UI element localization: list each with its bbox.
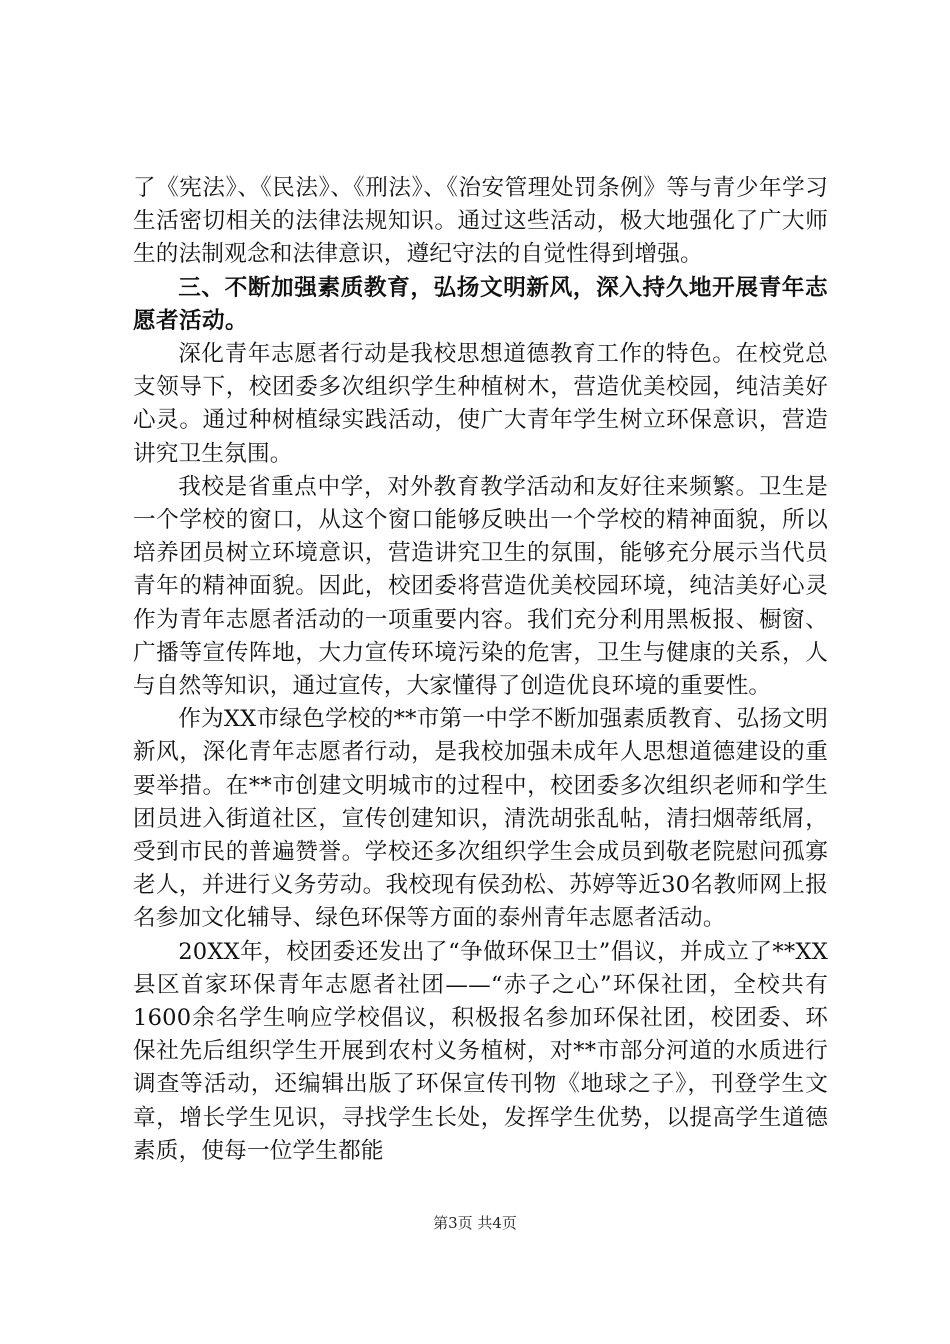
- paragraph-law-education: 了《宪法》、《民法》、《刑法》、《治安管理处罚条例》等与青少年学习生活密切相关的法律法规知识。通过这些活动，极大地强化了广大师生的法制观念和法律意识，遵纪守法的自觉性得到增强。: [133, 175, 828, 268]
- document-body: [133, 172, 828, 1168]
- paragraph-campus-environment: 我校是省重点中学，对外教育教学活动和友好往来频繁。卫生是一个学校的窗口，从这个窗口能够反映出一个学校的精神面貌，所以培养团员树立环境意识，营造讲究卫生的氛围，能够充分展示当代员青年的精神面貌。因此，校团委将营造优美校园环境，纯洁美好心灵作为青年志愿者活动的一项重要内容。我们充分利用黑板报、橱窗、广播等宣传阵地，大力宣传环境污染的危害，卫生与健康的关系，人与自然等知识，通过宣传，大家懂得了创造优良环境的重要性。: [133, 473, 828, 700]
- paragraph-green-school: 作为XX市绿色学校的**市第一中学不断加强素质教育、弘扬文明新风，深化青年志愿者行动，是我校加强未成年人思想道德建设的重要举措。在**市创建文明城市的过程中，校团委多次组织老师和学生团员进入街道社区，宣传创建知识，清洗胡张乱帖，清扫烟蒂纸屑，受到市民的普遍赞誉。学校还多次组织学生会成员到敬老院慰问孤寡老人，并进行义务劳动。我校现有侯劲松、苏婷等近30名教师网上报名参加文化辅导、绿色环保等方面的泰州青年志愿者活动。: [133, 706, 828, 932]
- paragraph-eco-society: 20XX年，校团委还发出了“争做环保卫士”倡议，并成立了**XX县区首家环保青年志愿者社团——“赤子之心”环保社团，全校共有1600余名学生响应学校倡议，积极报名参加环保社团，校团委、环保社先后组织学生开展到农村义务植树，对**市部分河道的水质进行调查等活动，还编辑出版了环保宣传刊物《地球之子》，刊登学生文章，增长学生见识，寻找学生长处，发挥学生优势，以提高学生道德素质，使每一位学生都能: [133, 938, 828, 1164]
- section-heading-3: 三、不断加强素质教育，弘扬文明新风，深入持久地开展青年志愿者活动。: [133, 274, 828, 334]
- page-number-footer: 第3页 共4页: [433, 1214, 517, 1232]
- paragraph-volunteer-feature: 深化青年志愿者行动是我校思想道德教育工作的特色。在校党总支领导下，校团委多次组织学生种植树木，营造优美校园，纯洁美好心灵。通过种树植绿实践活动，使广大青年学生树立环保意识，营造讲究卫生氛围。: [133, 341, 828, 467]
